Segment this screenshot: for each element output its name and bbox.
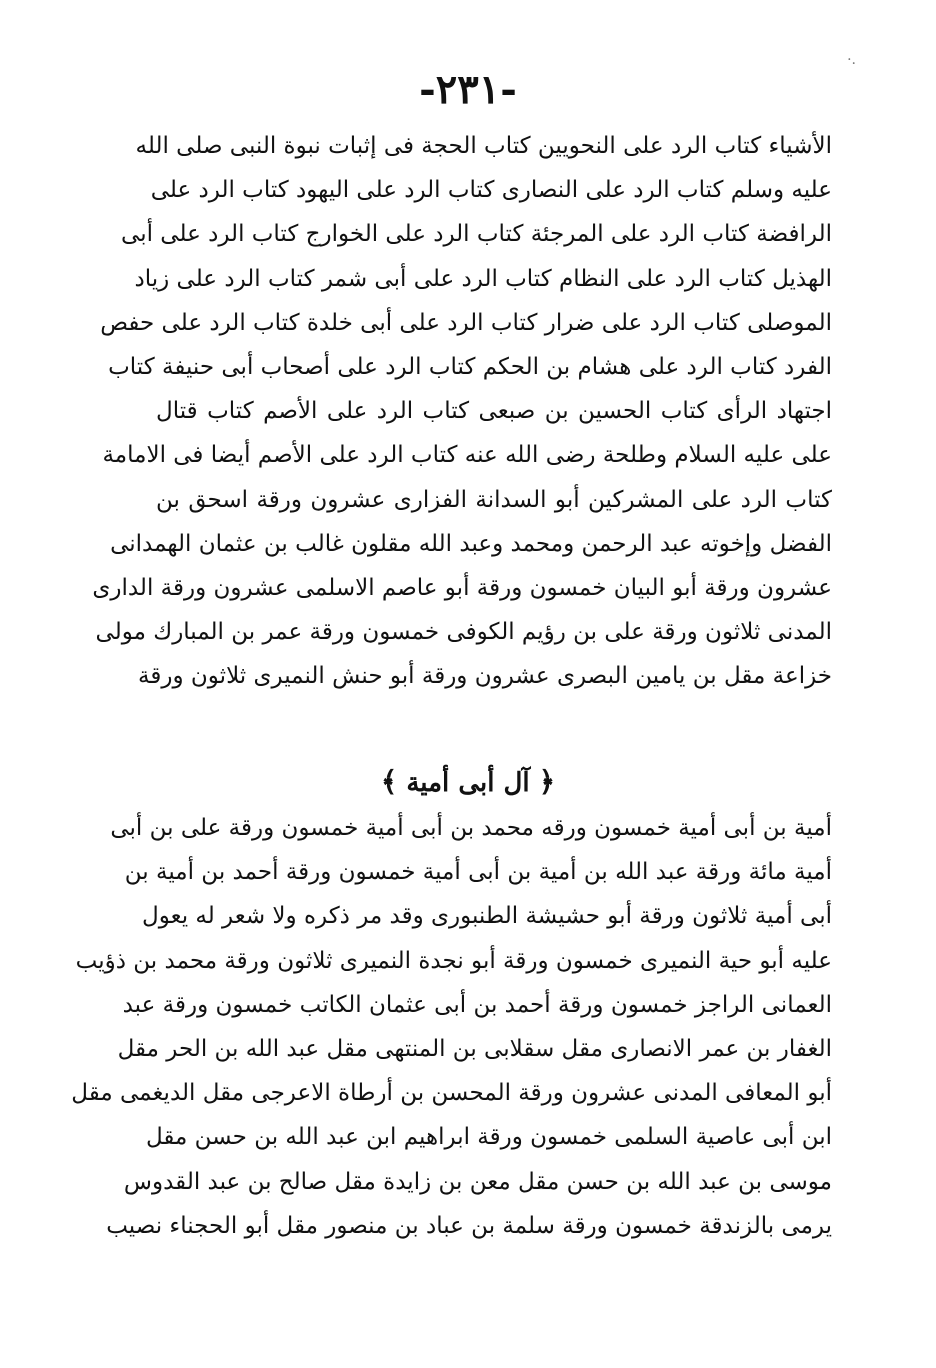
- text-line: على عليه السلام وطلحة رضى الله عنه كتاب الرد على الأصم أيضا فى الامامة: [102, 442, 832, 469]
- ornate-bracket-close: ﴾: [380, 765, 398, 798]
- text-line: الفضل وإخوته عبد الرحمن ومحمد وعبد الله مقلون غالب بن عثمان الهمدانى: [110, 530, 832, 557]
- scan-speck: ·.: [847, 52, 856, 68]
- text-line: الأشياء كتاب الرد على النحويين كتاب الحجة فى إثبات نبوة النبى صلى الله: [135, 133, 832, 159]
- section-heading: [0, 762, 936, 803]
- text-line: عشرون ورقة أبو البيان خمسون ورقة أبو عاصم الاسلمى عشرون ورقة الدارى: [92, 574, 832, 601]
- text-line: المدنى ثلاثون ورقة على بن رؤيم الكوفى خمسون ورقة عمر بن المبارك مولى: [95, 619, 832, 646]
- text-line: كتاب الرد على المشركين أبو السدانة الفزارى عشرون ورقة اسحق بن: [156, 486, 832, 513]
- text-line: اجتهاد الرأى كتاب الحسين بن صبعى كتاب الرد على الأصم كتاب قتال: [156, 398, 832, 425]
- text-line: أمية بن أبى أمية خمسون ورقه محمد بن أبى أمية خمسون ورقة على بن أبى: [110, 815, 832, 841]
- text-line: أمية مائة ورقة عبد الله بن أمية بن أبى أمية خمسون ورقة أحمد بن أمية بن: [124, 859, 832, 886]
- section-heading-title: آل أبى أمية: [406, 768, 530, 798]
- text-line: عليه أبو حية النميرى خمسون ورقة أبو نجدة النميرى ثلاثون ورقة محمد بن ذؤيب: [75, 947, 832, 974]
- text-line: يرمى بالزندقة خمسون ورقة سلمة بن عباد بن منصور مقل أبو الحجناء نصيب: [106, 1212, 832, 1239]
- text-line: عليه وسلم كتاب الرد على النصارى كتاب الرد على اليهود كتاب الرد على: [150, 177, 832, 204]
- text-line: العمانى الراجز خمسون ورقة أحمد بن أبى عثمان الكاتب خمسون ورقة عبد: [122, 991, 832, 1018]
- text-line: موسى بن عبد الله بن حسن مقل معن بن زايدة مقل صالح بن عبد القدوس: [123, 1168, 832, 1195]
- text-line: الغفار بن عمر الانصارى مقل سقلابى بن المنتهى مقل عبد الله بن الحر مقل: [117, 1035, 832, 1062]
- page-number: -٢٣١-: [419, 66, 517, 113]
- ornate-bracket-open: ﴿: [538, 765, 556, 798]
- text-line: أبو المعافى المدنى عشرون ورقة المحسن بن أرطاة الاعرجى مقل الديغمى مقل: [71, 1080, 832, 1107]
- text-line: ابن أبى عاصية السلمى خمسون ورقة ابراهيم ابن عبد الله بن حسن مقل: [145, 1124, 832, 1151]
- text-line: الرافضة كتاب الرد على المرجئة كتاب الرد على الخوارج كتاب الرد على أبى: [121, 221, 832, 248]
- text-line: الهذيل كتاب الرد على النظام كتاب الرد على أبى شمر كتاب الرد على زياد: [134, 265, 832, 292]
- text-line: خزاعة مقل بن يامين البصرى عشرون ورقة أبو حنش النميرى ثلاثون ورقة: [138, 663, 832, 690]
- text-block-bottom: [71, 806, 832, 1248]
- text-line: الفرد كتاب الرد على هشام بن الحكم كتاب الرد على أصحاب أبى حنيفة كتاب: [108, 353, 832, 380]
- text-block-top: [92, 124, 832, 698]
- text-line: الموصلى كتاب الرد على ضرار كتاب الرد على أبى خلدة كتاب الرد على حفص: [100, 309, 832, 336]
- text-line: أبى أمية ثلاثون ورقة أبو حشيشة الطنبورى وقد مر ذكره ولا شعر له يعول: [142, 903, 832, 930]
